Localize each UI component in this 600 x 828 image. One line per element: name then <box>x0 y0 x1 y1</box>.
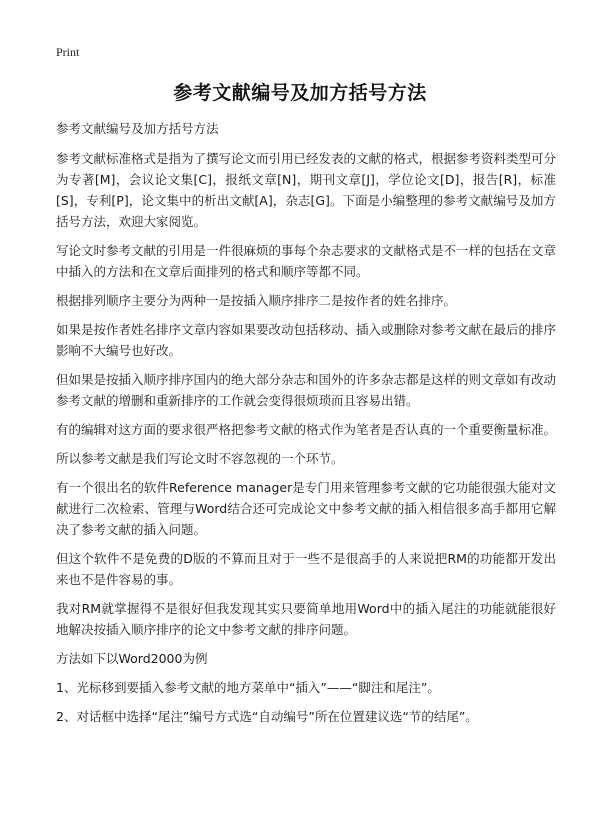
body-subtitle: 参考文献编号及加方括号方法 <box>56 121 219 136</box>
document-title: 参考文献编号及加方括号方法 <box>173 82 427 104</box>
paragraph: 但如果是按插入顺序排序国内的绝大部分杂志和国外的许多杂志都是这样的则文章如有改动参考文献的增删和重新排序的工作就会变得很烦琐而且容易出错。 <box>56 372 557 408</box>
paragraph: 有的编辑对这方面的要求很严格把参考文献的格式作为笔者是否认真的一个重要衡量标准。 <box>56 422 557 437</box>
paragraph: 如果是按作者姓名排序文章内容如果要改动包括移动、插入或删除对参考文献在最后的排序影响不大编号也好改。 <box>56 322 557 358</box>
print-label: Print <box>56 45 80 59</box>
list-item-step-2: 2、对话框中选择“尾注”编号方式选“自动编号”所在位置建议选“节的结尾”。 <box>56 709 478 724</box>
paragraph: 所以参考文献是我们写论文时不容忽视的一个环节。 <box>56 451 344 466</box>
paragraph: 写论文时参考文献的引用是一件很麻烦的事每个杂志要求的文献格式是不一样的包括在文章中插入的方法和在文章后面排列的格式和顺序等都不同。 <box>56 243 557 279</box>
paragraph: 我对RM就掌握得不是很好但我发现其实只要简单地用Word中的插入尾注的功能就能很好地解决按插入顺序排序的论文中参考文献的排序问题。 <box>56 601 556 637</box>
paragraph: 有一个很出名的软件Reference manager是专门用来管理参考文献的它功能很强大能对文献进行二次检索、管理与Word结合还可完成论文中参考文献的插入相信很多高手都用它解决了参考文献的插入问题。 <box>56 480 556 537</box>
paragraph: 但这个软件不是免费的D版的不算而且对于一些不是很高手的人来说把RM的功能都开发出来也不是件容易的事。 <box>56 551 556 587</box>
paragraph: 根据排列顺序主要分为两种一是按插入顺序排序二是按作者的姓名排序。 <box>56 293 457 308</box>
paragraph: 参考文献标准格式是指为了撰写论文而引用已经发表的文献的格式，根据参考资料类型可分为专著[M]，会议论文集[C]，报纸文章[N]，期刊文章[J]，学位论文[D]，报告[R]，标准[S]，专利[P]，论文集中的析出文献[A]，杂志[G]。下面是小编整理的参考文献编号及加方括号方法，欢迎大家阅览。 <box>56 151 557 229</box>
document-body <box>56 118 556 735</box>
paragraph: 方法如下以Word2000为例 <box>56 651 208 666</box>
list-item-step-1: 1、光标移到要插入参考文献的地方菜单中“插入”——“脚注和尾注”。 <box>56 680 440 695</box>
